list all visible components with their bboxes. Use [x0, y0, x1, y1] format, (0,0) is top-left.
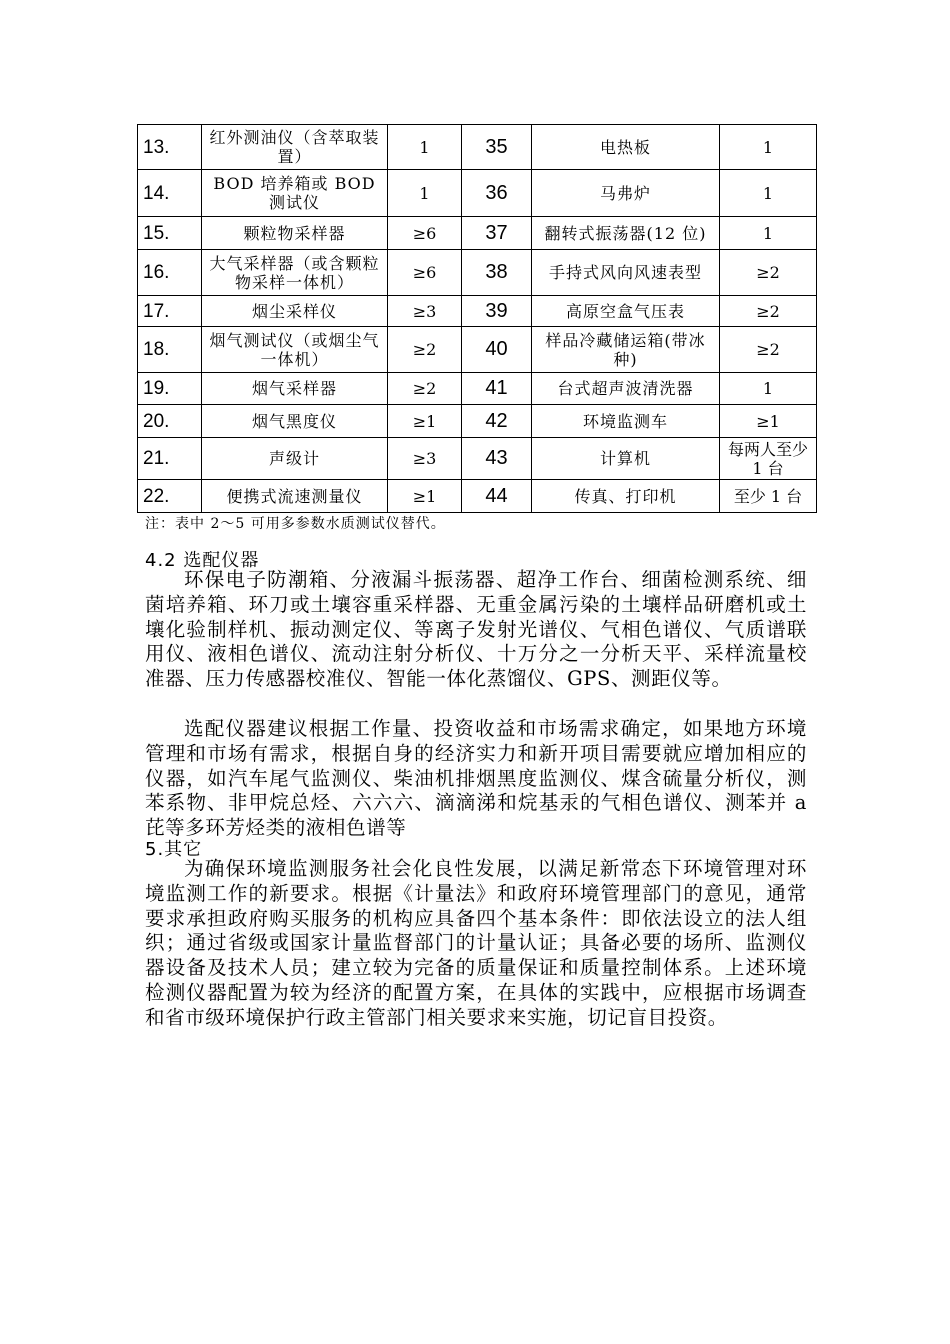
instrument-quantity: ≥1 — [720, 405, 817, 438]
instrument-quantity: 1 — [720, 217, 817, 250]
instrument-quantity: 1 — [720, 373, 817, 405]
instrument-name: BOD 培养箱或 BOD 测试仪 — [202, 170, 388, 217]
instrument-quantity: 1 — [388, 125, 462, 170]
row-number: 20. — [138, 405, 202, 438]
instrument-name: 大气采样器（或含颗粒物采样一体机） — [202, 250, 388, 296]
section-heading-4-2: 4.2 选配仪器 — [145, 550, 260, 571]
row-number: 41 — [462, 373, 532, 405]
row-number: 42 — [462, 405, 532, 438]
instrument-quantity: ≥2 — [388, 327, 462, 373]
paragraph-selection-advice: 选配仪器建议根据工作量、投资收益和市场需求确定，如果地方环境管理和市场有需求，根据自身的经济实力和新开项目需要就应增加相应的仪器，如汽车尾气监测仪、柴油机排烟黑度监测仪、煤含硫量分析仪，测苯系物、非甲烷总烃、六六六、滴滴涕和烷基汞的气相色谱仪、测苯并 a 芘等多环芳烃类的液相色谱等 — [145, 717, 807, 840]
row-number: 37 — [462, 217, 532, 250]
instrument-name: 环境监测车 — [532, 405, 720, 438]
instrument-name: 马弗炉 — [532, 170, 720, 217]
instrument-quantity: 1 — [720, 125, 817, 170]
table-row — [138, 250, 817, 296]
instrument-name: 手持式风向风速表型 — [532, 250, 720, 296]
row-number: 38 — [462, 250, 532, 296]
row-number: 35 — [462, 125, 532, 170]
row-number: 14. — [138, 170, 202, 217]
row-number: 44 — [462, 480, 532, 513]
instrument-quantity: ≥1 — [388, 405, 462, 438]
row-number: 16. — [138, 250, 202, 296]
instrument-quantity: 1 — [388, 170, 462, 217]
instrument-name: 高原空盒气压表 — [532, 296, 720, 327]
row-number: 17. — [138, 296, 202, 327]
table-row — [138, 480, 817, 513]
instrument-quantity: 每两人至少 1 台 — [720, 438, 817, 480]
instrument-quantity: ≥3 — [388, 296, 462, 327]
instrument-name: 便携式流速测量仪 — [202, 480, 388, 513]
instrument-name: 样品冷藏储运箱(带冰种) — [532, 327, 720, 373]
instrument-quantity: ≥1 — [388, 480, 462, 513]
row-number: 39 — [462, 296, 532, 327]
instrument-quantity: 1 — [720, 170, 817, 217]
instrument-name: 台式超声波清洗器 — [532, 373, 720, 405]
instrument-quantity: ≥6 — [388, 217, 462, 250]
row-number: 15. — [138, 217, 202, 250]
instrument-quantity: ≥2 — [720, 296, 817, 327]
row-number: 43 — [462, 438, 532, 480]
table-row — [138, 296, 817, 327]
paragraph-other: 为确保环境监测服务社会化良性发展，以满足新常态下环境管理对环境监测工作的新要求。根据《计量法》和政府环境管理部门的意见，通常要求承担政府购买服务的机构应具备四个基本条件：即依法设立的法人组织；通过省级或国家计量监督部门的计量认证；具备必要的场所、监测仪器设备及技术人员；建立较为完备的质量保证和质量控制体系。上述环境检测仪器配置为较为经济的配置方案，在具体的实践中，应根据市场调查和省市级环境保护行政主管部门相关要求来实施，切记盲目投资。 — [145, 857, 807, 1029]
paragraph-optional-instruments: 环保电子防潮箱、分液漏斗振荡器、超净工作台、细菌检测系统、细菌培养箱、环刀或土壤容重采样器、无重金属污染的土壤样品研磨机或土壤化验制样机、振动测定仪、等离子发射光谱仪、气相色谱仪、气质谱联用仪、液相色谱仪、流动注射分析仪、十万分之一分析天平、采样流量校准器、压力传感器校准仪、智能一体化蒸馏仪、GPS、测距仪等。 — [145, 568, 807, 691]
instrument-quantity: ≥2 — [720, 327, 817, 373]
row-number: 36 — [462, 170, 532, 217]
instrument-name: 烟气采样器 — [202, 373, 388, 405]
instrument-quantity: 至少 1 台 — [720, 480, 817, 513]
instrument-name: 颗粒物采样器 — [202, 217, 388, 250]
row-number: 18. — [138, 327, 202, 373]
row-number: 22. — [138, 480, 202, 513]
instrument-quantity: ≥2 — [720, 250, 817, 296]
instrument-quantity: ≥3 — [388, 438, 462, 480]
table-row — [138, 125, 817, 170]
instrument-quantity: ≥2 — [388, 373, 462, 405]
instrument-name: 烟气测试仪（或烟尘气一体机） — [202, 327, 388, 373]
instrument-quantity: ≥6 — [388, 250, 462, 296]
row-number: 40 — [462, 327, 532, 373]
table-row — [138, 327, 817, 373]
table-note: 注：表中 2～5 可用多参数水质测试仪替代。 — [145, 516, 446, 532]
instrument-name: 红外测油仪（含萃取装置） — [202, 125, 388, 170]
instrument-name: 传真、打印机 — [532, 480, 720, 513]
row-number: 19. — [138, 373, 202, 405]
instrument-name: 声级计 — [202, 438, 388, 480]
instrument-name: 烟气黑度仪 — [202, 405, 388, 438]
instrument-name: 电热板 — [532, 125, 720, 170]
table-row — [138, 438, 817, 480]
instrument-name: 翻转式振荡器(12 位) — [532, 217, 720, 250]
row-number: 21. — [138, 438, 202, 480]
table-row — [138, 405, 817, 438]
table-row — [138, 373, 817, 405]
instrument-name: 烟尘采样仪 — [202, 296, 388, 327]
equipment-table — [137, 124, 817, 513]
instrument-name: 计算机 — [532, 438, 720, 480]
table-row — [138, 170, 817, 217]
row-number: 13. — [138, 125, 202, 170]
section-heading-5: 5.其它 — [145, 839, 203, 860]
table-row — [138, 217, 817, 250]
